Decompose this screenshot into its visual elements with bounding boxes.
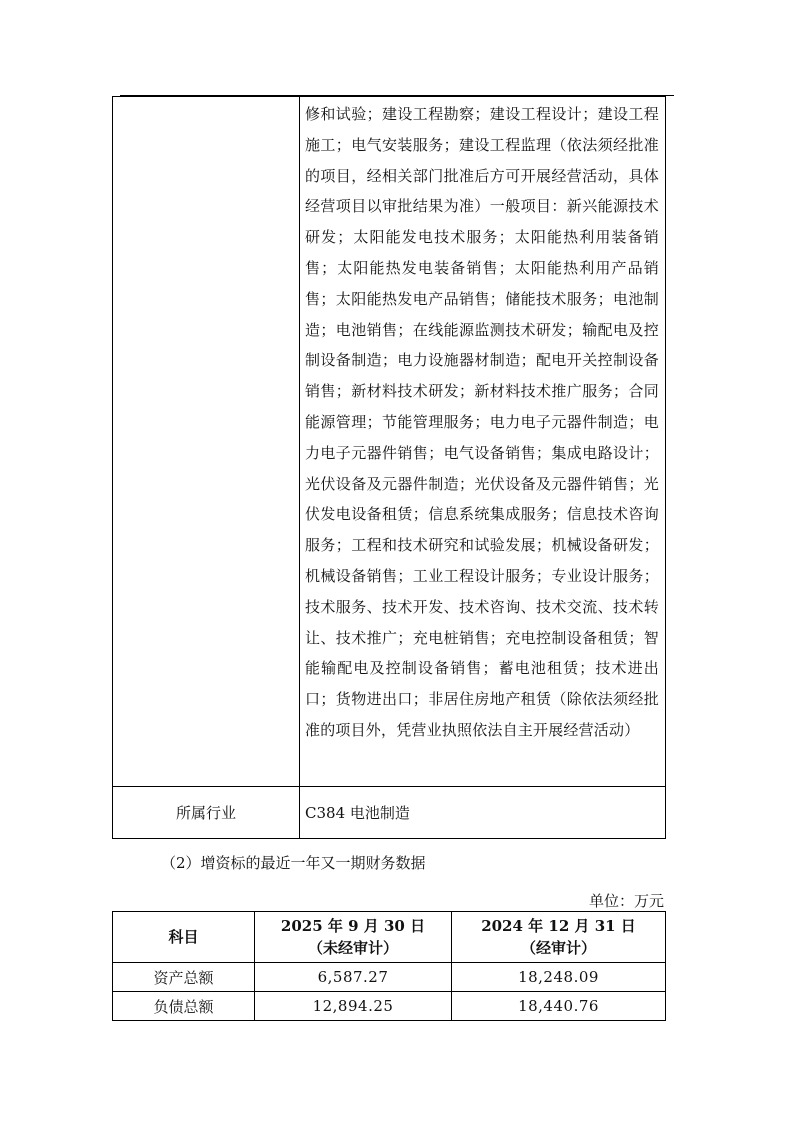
value-2024: 18,248.09: [452, 963, 666, 992]
table-row: [113, 992, 666, 1021]
company-info-table: [112, 96, 666, 839]
financial-header-row: [113, 912, 666, 963]
value-2025: 12,894.25: [255, 992, 452, 1021]
row-label: 资产总额: [113, 963, 255, 992]
unit-label: 单位：万元: [588, 892, 664, 910]
value-2024: 18,440.76: [452, 992, 666, 1021]
header-2024-note: （经审计）: [520, 939, 596, 957]
header-2025-note: （未经审计）: [307, 939, 398, 957]
industry-row: [113, 787, 666, 839]
financial-table: [112, 911, 666, 1021]
business-scope-label-cell: [113, 97, 300, 787]
header-2024-date: 2024 年 12 月 31 日: [481, 917, 636, 935]
header-2025-date: 2025 年 9 月 30 日: [280, 917, 426, 935]
business-scope-row: [113, 97, 666, 787]
header-2024: [452, 912, 666, 963]
header-2025: [255, 912, 452, 963]
industry-value: C384 电池制造: [300, 787, 666, 839]
table-row: [113, 963, 666, 992]
row-label: 负债总额: [113, 992, 255, 1021]
business-scope-text: 修和试验；建设工程勘察；建设工程设计；建设工程施工；电气安装服务；建设工程监理（依法须经批准的项目，经相关部门批准后方可开展经营活动，具体经营项目以审批结果为准）一般项目：新兴能源技术研发；太阳能发电技术服务；太阳能热利用装备销售；太阳能热发电装备销售；太阳能热利用产品销售；太阳能热发电产品销售；储能技术服务；电池制造；电池销售；在线能源监测技术研发；输配电及控制设备制造；电力设施器材制造；配电开关控制设备销售；新材料技术研发；新材料技术推广服务；合同能源管理；节能管理服务；电力电子元器件制造；电力电子元器件销售；电气设备销售；集成电路设计；光伏设备及元器件制造；光伏设备及元器件销售；光伏发电设备租赁；信息系统集成服务；信息技术咨询服务；工程和技术研究和试验发展；机械设备研发；机械设备销售；工业工程设计服务；专业设计服务；技术服务、技术开发、技术咨询、技术交流、技术转让、技术推广；充电桩销售；充电控制设备租赁；智能输配电及控制设备销售；蓄电池租赁；技术进出口；货物进出口；非居住房地产租赁（除依法须经批准的项目外，凭营业执照依法自主开展经营活动）: [305, 105, 659, 739]
industry-label: 所属行业: [113, 787, 300, 839]
value-2025: 6,587.27: [255, 963, 452, 992]
financial-caption: （2）增资标的最近一年又一期财务数据: [161, 854, 426, 872]
header-item: 科目: [113, 912, 255, 963]
business-scope-cell: [300, 97, 666, 787]
